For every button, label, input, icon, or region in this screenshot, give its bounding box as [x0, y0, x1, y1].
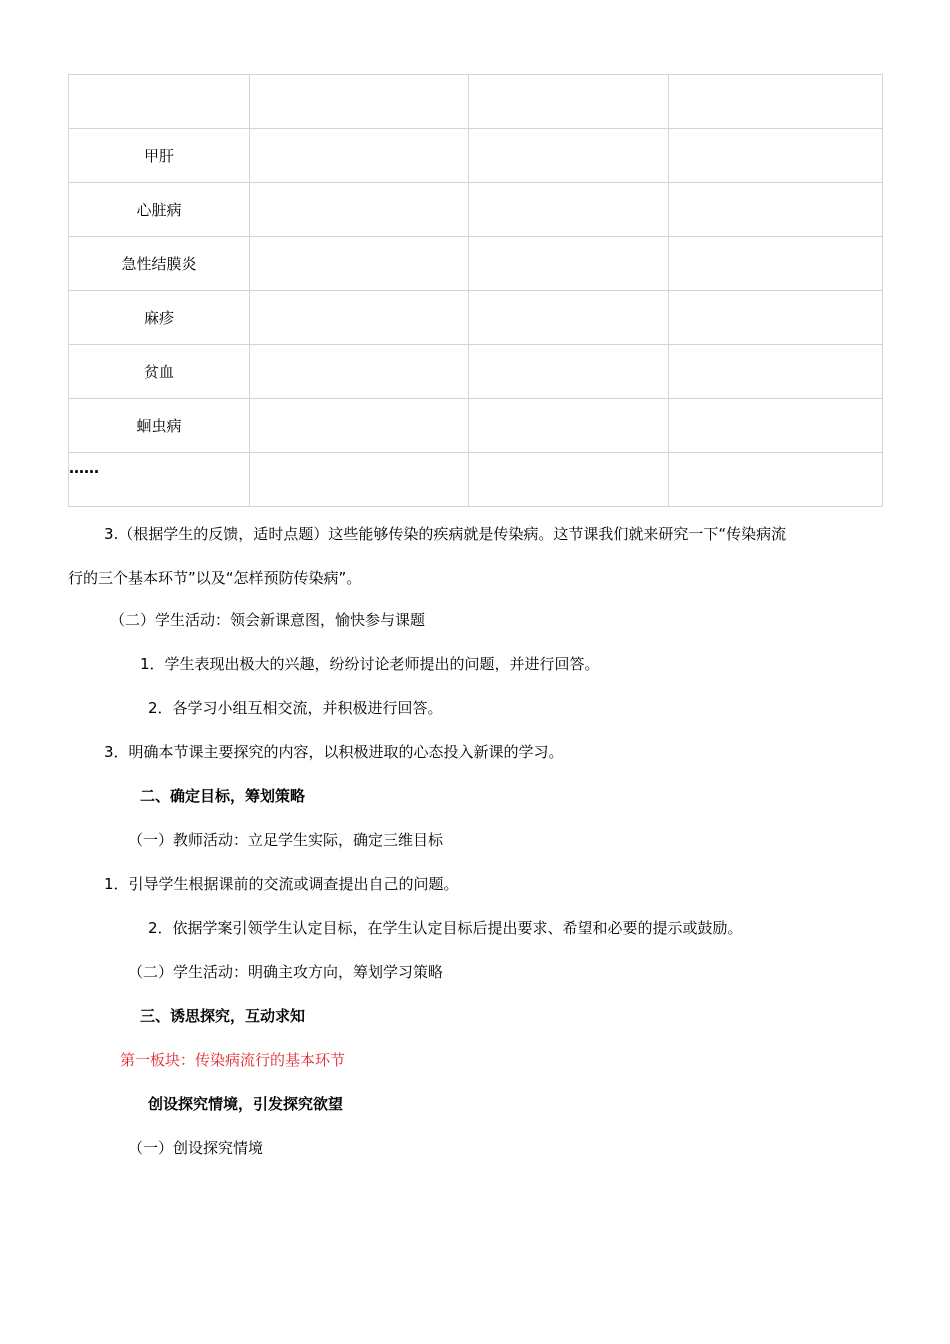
table-row: [69, 291, 883, 345]
scenario-heading: （一）创设探究情境: [128, 1139, 264, 1157]
table-row: [69, 345, 883, 399]
red-section-heading: 第一板块：传染病流行的基本环节: [120, 1051, 346, 1069]
table-cell: [469, 129, 669, 183]
table-cell: [250, 129, 469, 183]
table-cell: [669, 237, 883, 291]
disease-name-cell: 心脏病: [69, 183, 250, 237]
table-cell: [250, 237, 469, 291]
disease-name-cell: 贫血: [69, 345, 250, 399]
disease-name-cell: 麻疹: [69, 291, 250, 345]
table-cell: [469, 399, 669, 453]
table-row: [69, 75, 883, 129]
student-item-3: 3．明确本节课主要探究的内容，以积极进取的心态投入新课的学习。: [104, 743, 564, 761]
table-cell: [669, 183, 883, 237]
table-cell: [469, 291, 669, 345]
disease-name-cell: 甲肝: [69, 129, 250, 183]
table-row: [69, 129, 883, 183]
teacher-activity-heading: （一）教师活动：立足学生实际，确定三维目标: [128, 831, 444, 849]
table-cell: [469, 237, 669, 291]
paragraph-3-line-2: 行的三个基本环节”以及“怎样预防传染病”。: [68, 569, 362, 587]
table-cell: [669, 129, 883, 183]
student-item-2: 2．各学习小组互相交流，并积极进行回答。: [148, 699, 443, 717]
table-cell: [469, 345, 669, 399]
teacher-item-2: 2．依据学案引领学生认定目标，在学生认定目标后提出要求、希望和必要的提示或鼓励。: [148, 919, 743, 937]
table-cell: [250, 345, 469, 399]
table-row: [69, 399, 883, 453]
disease-table: [68, 74, 883, 507]
table-cell: [469, 183, 669, 237]
table-cell: [250, 75, 469, 129]
table-cell: [250, 399, 469, 453]
table-cell: [250, 453, 469, 507]
table-cell: [669, 75, 883, 129]
table-cell: [669, 345, 883, 399]
disease-name-cell: [69, 75, 250, 129]
student-activity-2-heading: （二）学生活动：明确主攻方向，筹划学习策略: [128, 963, 444, 981]
table-cell: [250, 291, 469, 345]
table-row: [69, 237, 883, 291]
disease-name-cell: 蛔虫病: [69, 399, 250, 453]
table-cell: [669, 291, 883, 345]
paragraph-3-line-1: 3.（根据学生的反馈，适时点题）这些能够传染的疾病就是传染病。这节课我们就来研究一下“传染病流: [104, 525, 787, 543]
teacher-item-1: 1．引导学生根据课前的交流或调查提出自己的问题。: [104, 875, 459, 893]
section-heading-3: 三、诱思探究，互动求知: [140, 1007, 306, 1025]
student-item-1: 1．学生表现出极大的兴趣，纷纷讨论老师提出的问题，并进行回答。: [140, 655, 600, 673]
table-row: [69, 453, 883, 507]
sub-heading: 创设探究情境，引发探究欲望: [148, 1095, 344, 1113]
ellipsis-cell: ……: [69, 453, 250, 507]
table-row: [69, 183, 883, 237]
table-cell: [469, 453, 669, 507]
table-cell: [669, 399, 883, 453]
section-heading-2: 二、确定目标，筹划策略: [140, 787, 306, 805]
disease-name-cell: 急性结膜炎: [69, 237, 250, 291]
table-cell: [669, 453, 883, 507]
table-cell: [469, 75, 669, 129]
student-activity-heading: （二）学生活动：领会新课意图，愉快参与课题: [110, 611, 426, 629]
table-cell: [250, 183, 469, 237]
